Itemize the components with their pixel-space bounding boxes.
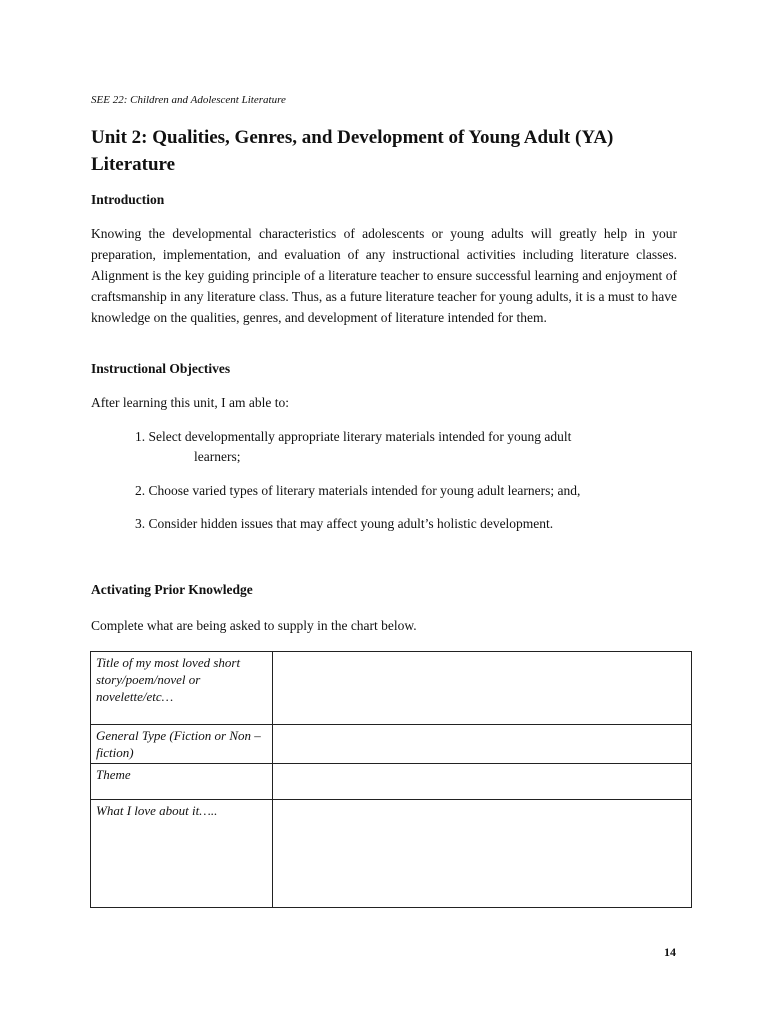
objective-item-2-text: 2. Choose varied types of literary materials intended for young adult learners; and, (135, 483, 581, 498)
chart-row (91, 652, 692, 725)
chart-label-general-type: General Type (Fiction or Non – fiction) (91, 725, 273, 764)
chart-row (91, 800, 692, 908)
chart-input-general-type[interactable] (273, 725, 692, 764)
activating-lead: Complete what are being asked to supply in the chart below. (91, 618, 417, 633)
page-number: 14 (664, 945, 676, 959)
objective-item-1-text: 1. Select developmentally appropriate literary materials intended for young adult (135, 429, 572, 444)
chart-row (91, 764, 692, 800)
chart-label-title: Title of my most loved short story/poem/novel or novelette/etc… (91, 652, 273, 725)
running-header: SEE 22: Children and Adolescent Literature (91, 94, 286, 106)
activating-heading: Activating Prior Knowledge (91, 582, 253, 597)
chart-input-theme[interactable] (273, 764, 692, 800)
chart-row (91, 725, 692, 764)
prior-knowledge-chart (90, 651, 692, 908)
objective-item-2 (135, 481, 655, 501)
objectives-lead: After learning this unit, I am able to: (91, 395, 289, 410)
introduction-paragraph: Knowing the developmental characteristics of adolescents or young adults will greatly help in your preparation, implementation, and evaluation of any instructional activities including literature classes. Alignment is the key guiding principle of a literature teacher to ensure successful learning and enjoyment of craftsmanship in any literature class. Thus, as a future literature teacher for young adults, it is a must to have knowledge on the qualities, genres, and development of literature intended for them. (91, 226, 677, 325)
objective-item-3-text: 3. Consider hidden issues that may affect young adult’s holistic development. (135, 516, 554, 531)
introduction-heading: Introduction (91, 192, 165, 207)
unit-title: Unit 2: Qualities, Genres, and Development of Young Adult (YA) Literature (91, 127, 614, 175)
chart-input-title[interactable] (273, 652, 692, 725)
objectives-heading: Instructional Objectives (91, 361, 231, 376)
chart-input-what-i-love[interactable] (273, 800, 692, 908)
chart-label-theme: Theme (91, 764, 273, 800)
objective-item-1 (135, 427, 655, 467)
chart-label-what-i-love: What I love about it….. (91, 800, 273, 908)
objective-item-3 (135, 514, 655, 534)
objective-item-1-continuation: learners; (194, 449, 241, 464)
